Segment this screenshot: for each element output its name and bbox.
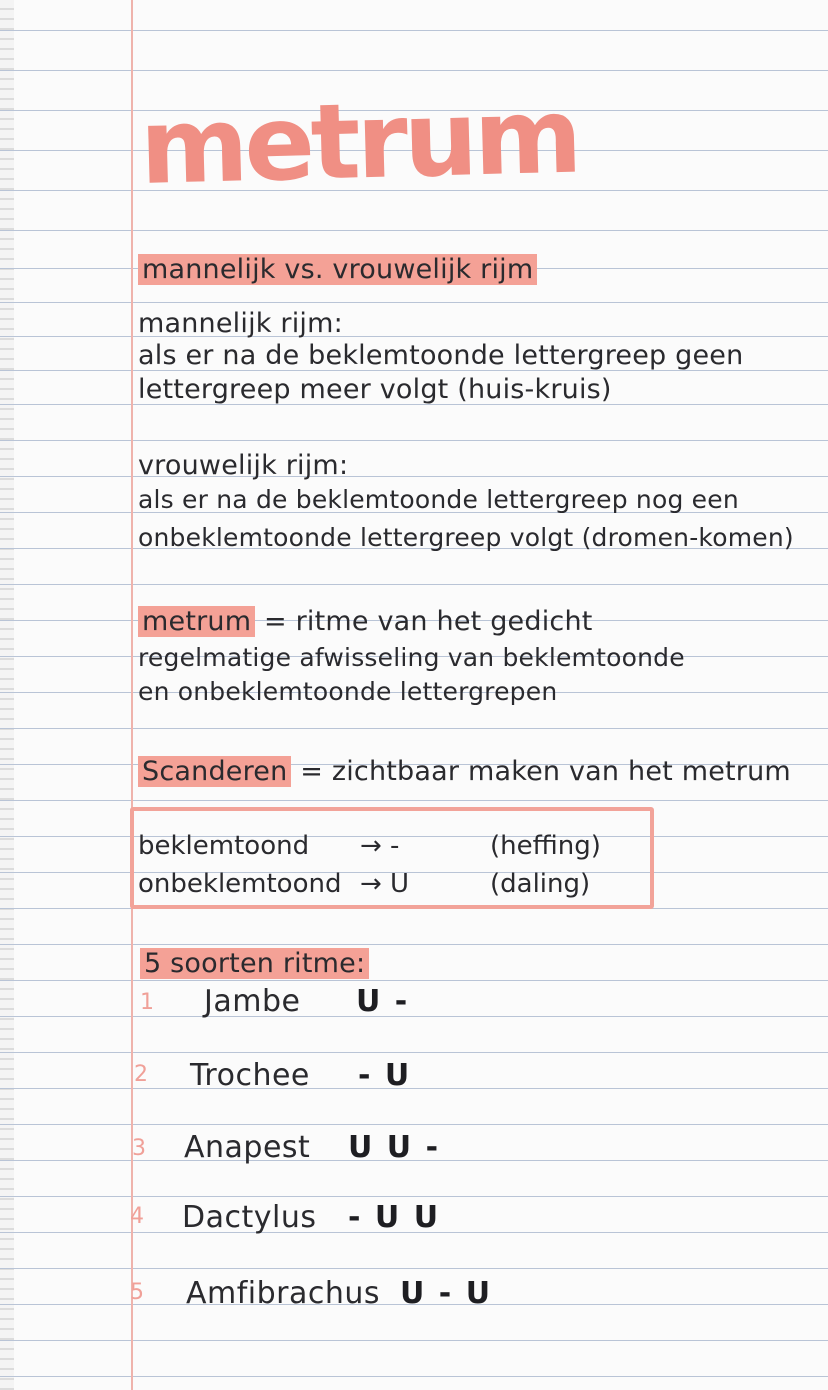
stress-term: beklemtoond	[138, 831, 310, 861]
rhythm-name: Anapest	[184, 1130, 311, 1165]
ruled-line	[0, 230, 828, 231]
ruled-line	[0, 1340, 828, 1341]
ruled-line	[0, 1124, 828, 1125]
metrum-line2: regelmatige afwisseling van beklemtoonde	[138, 643, 685, 672]
scanderen-definition	[138, 756, 791, 788]
male-rhyme-label: mannelijk rijm:	[138, 308, 343, 339]
ruled-line	[0, 1376, 828, 1377]
rhythm-pattern: U -	[356, 984, 410, 1019]
rhythm-number: 2	[134, 1062, 148, 1087]
stress-legend-row	[138, 830, 601, 862]
stress-symbol: → -	[360, 831, 400, 861]
ruled-line	[0, 336, 828, 337]
rhythm-name: Amfibrachus	[186, 1276, 381, 1311]
ruled-line	[0, 800, 828, 801]
rhythms-heading-text: 5 soorten ritme:	[140, 948, 369, 979]
female-rhyme-line1: als er na de beklemtoonde lettergreep nog een	[138, 485, 739, 514]
rhythm-pattern: - U U	[348, 1200, 441, 1235]
stress-meaning: (daling)	[490, 869, 591, 899]
ruled-line	[0, 1088, 828, 1089]
stress-term: onbeklemtoond	[138, 869, 342, 899]
rhyme-heading-text: mannelijk vs. vrouwelijk rijm	[138, 254, 537, 285]
rhythm-name: Jambe	[204, 984, 301, 1019]
ruled-line	[0, 980, 828, 981]
rhythm-name: Trochee	[190, 1058, 310, 1093]
rhythms-heading	[140, 948, 369, 980]
ruled-line	[0, 1052, 828, 1053]
rhythm-name: Dactylus	[182, 1200, 317, 1235]
rhyme-heading	[138, 254, 537, 286]
rhythm-pattern: - U	[358, 1058, 412, 1093]
female-rhyme-label: vrouwelijk rijm:	[138, 450, 349, 481]
binder-holes	[0, 0, 14, 1390]
ruled-line	[0, 1268, 828, 1269]
margin-line	[131, 0, 133, 1390]
scanderen-term: Scanderen	[138, 756, 291, 787]
ruled-line	[0, 728, 828, 729]
ruled-line	[0, 476, 828, 477]
male-rhyme-line1: als er na de beklemtoonde lettergreep geen	[138, 340, 744, 371]
female-rhyme-line2: onbeklemtoonde lettergreep volgt (dromen-komen)	[138, 523, 794, 552]
rhythm-number: 1	[140, 990, 154, 1015]
ruled-line	[0, 944, 828, 945]
page-title: metrum	[138, 74, 580, 208]
rhythm-pattern: U - U	[400, 1276, 493, 1311]
ruled-line	[0, 584, 828, 585]
ruled-line	[0, 440, 828, 441]
ruled-line	[0, 1196, 828, 1197]
rhythm-number: 4	[130, 1204, 144, 1229]
metrum-line3: en onbeklemtoonde lettergrepen	[138, 677, 558, 706]
ruled-line	[0, 70, 828, 71]
rhythm-number: 5	[130, 1280, 144, 1305]
ruled-line	[0, 302, 828, 303]
ruled-line	[0, 1016, 828, 1017]
stress-symbol: → U	[360, 869, 410, 899]
scanderen-def: = zichtbaar maken van het metrum	[300, 756, 791, 787]
stress-legend-row	[138, 868, 591, 900]
ruled-line	[0, 30, 828, 31]
metrum-definition	[138, 606, 593, 638]
stress-meaning: (heffing)	[490, 831, 601, 861]
metrum-def: = ritme van het gedicht	[264, 606, 593, 637]
rhythm-pattern: U U -	[348, 1130, 441, 1165]
metrum-term: metrum	[138, 606, 255, 637]
male-rhyme-line2: lettergreep meer volgt (huis-kruis)	[138, 374, 612, 405]
rhythm-number: 3	[132, 1136, 146, 1161]
